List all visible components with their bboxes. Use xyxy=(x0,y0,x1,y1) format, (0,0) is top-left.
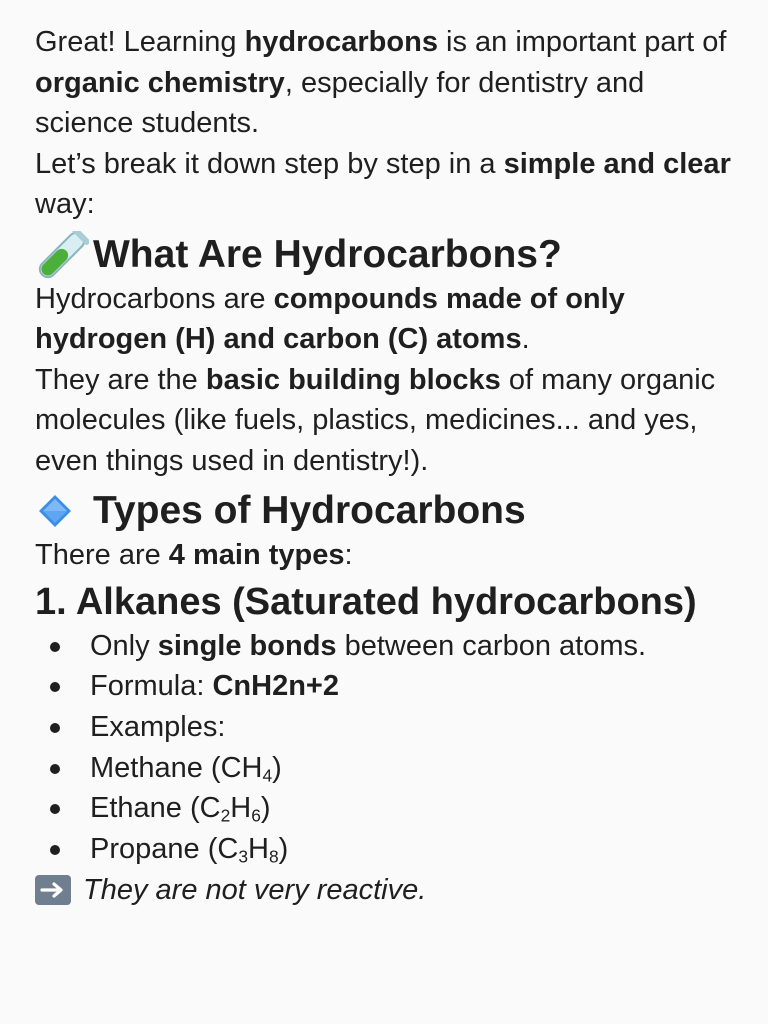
section-heading-what-are-hydrocarbons xyxy=(35,231,738,279)
list-text: between carbon atoms. xyxy=(336,629,647,662)
list-text: H xyxy=(230,792,252,825)
bold-formula: CnH2n+2 xyxy=(212,670,339,703)
intro-text: Great! Learning xyxy=(35,26,245,58)
bullet xyxy=(50,682,60,692)
section-title: Types of Hydrocarbons xyxy=(93,489,526,532)
list-text: Only xyxy=(90,629,158,662)
alkanes-list xyxy=(35,626,738,870)
list-item xyxy=(35,707,738,748)
intro-paragraph-1 xyxy=(35,22,738,144)
bullet xyxy=(50,804,60,814)
list-text: ) xyxy=(278,833,289,866)
body-text: . xyxy=(521,323,530,355)
body-text: of many organic molecules (like fuels, plastics, medicines... and yes, even things used in dentistry!). xyxy=(35,363,716,477)
note-text: They are not very reactive. xyxy=(83,873,427,906)
section1-paragraph-1 xyxy=(35,279,738,360)
list-text: ) xyxy=(260,792,271,825)
bold-definition: compounds made of only hydrogen (H) and carbon (C) atoms xyxy=(35,282,625,355)
alkanes-heading: 1. Alkanes (Saturated hydrocarbons) xyxy=(35,580,697,623)
subscript: 2 xyxy=(220,805,231,826)
list-item xyxy=(35,626,738,667)
subscript: 6 xyxy=(251,805,261,826)
bold-single-bonds: single bonds xyxy=(157,629,337,662)
list-text: Methane (CH xyxy=(90,751,263,784)
intro-bold-simple-clear: simple and clear xyxy=(503,147,731,180)
section-heading-types xyxy=(35,487,738,535)
bullet xyxy=(50,764,60,774)
body-text: They are the xyxy=(35,363,206,396)
subscript: 8 xyxy=(268,846,279,867)
reactivity-note xyxy=(35,870,738,910)
section-title: What Are Hydrocarbons? xyxy=(93,232,562,276)
intro-text: is an important part of xyxy=(437,26,727,58)
section2-paragraph-1 xyxy=(35,535,738,576)
subscript: 3 xyxy=(238,846,248,867)
list-text: Formula: xyxy=(90,670,213,703)
intro-text: , especially for dentistry and science students. xyxy=(35,66,645,139)
bullet xyxy=(50,642,60,652)
body-text: There are xyxy=(35,539,169,571)
list-item xyxy=(35,748,738,789)
intro-paragraph-2 xyxy=(35,144,738,225)
list-text: Examples: xyxy=(90,710,226,743)
section1-paragraph-2 xyxy=(35,360,738,482)
bold-building-blocks: basic building blocks xyxy=(205,363,501,396)
test-tube-icon xyxy=(35,231,93,279)
intro-bold-hydrocarbons: hydrocarbons xyxy=(244,26,438,58)
bold-four-types: 4 main types xyxy=(168,539,345,571)
body-text: : xyxy=(344,539,353,571)
list-text: H xyxy=(247,833,269,866)
list-item xyxy=(35,666,738,707)
bullet xyxy=(50,845,60,855)
list-text: Ethane (C xyxy=(90,792,221,825)
list-text: Propane (C xyxy=(90,833,239,866)
bullet xyxy=(50,723,60,733)
body-text: Hydrocarbons are xyxy=(35,282,274,315)
intro-bold-organic-chemistry: organic chemistry xyxy=(35,66,285,99)
subscript: 4 xyxy=(262,764,273,785)
blue-diamond-icon xyxy=(35,491,93,531)
list-text: ) xyxy=(272,751,282,784)
intro-text: way: xyxy=(35,188,95,220)
intro-text: Let’s break it down step by step in a xyxy=(35,147,504,180)
list-item xyxy=(35,788,738,829)
list-item xyxy=(35,829,738,870)
right-arrow-icon xyxy=(35,875,71,905)
